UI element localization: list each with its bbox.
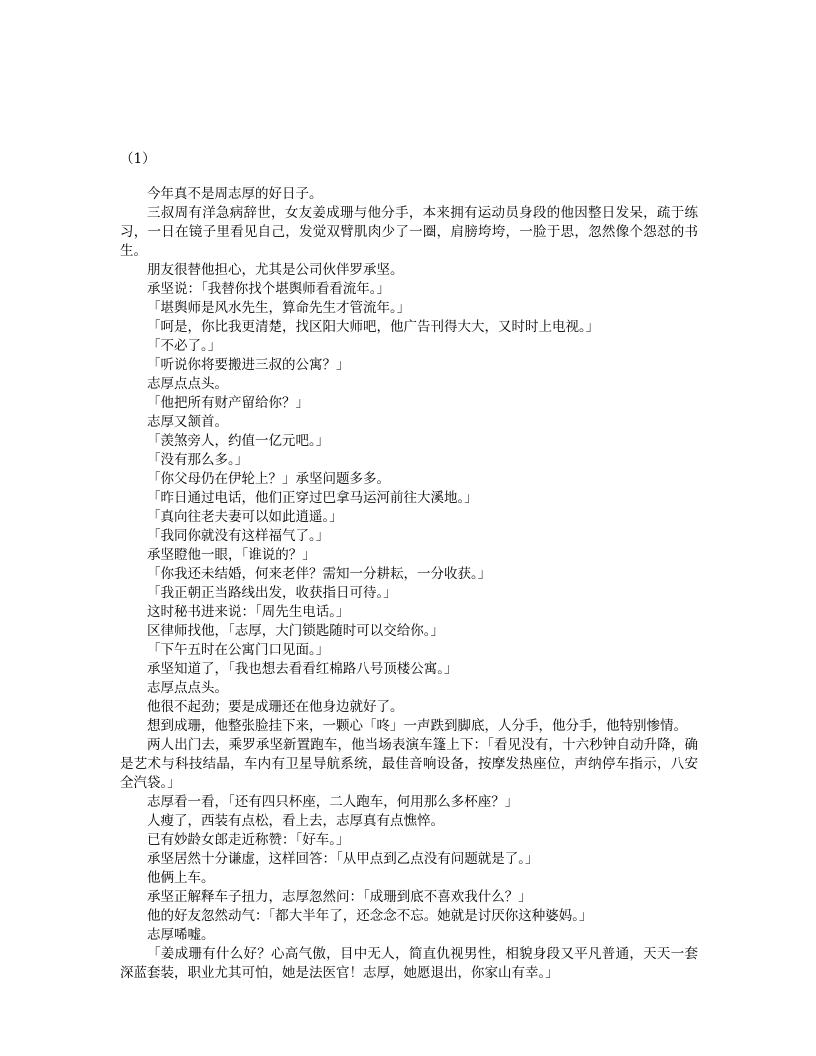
paragraph: 「没有那么多。」: [147, 452, 249, 468]
paragraph: 三叔周有洋急病辞世，女友姜成珊与他分手，本来拥有运动员身段的他因整日发呆，疏于练习，一日在镜子里看见自己，发觉双臂肌肉少了一圈，肩膀垮垮，一脸于思，忽然像个怨怼的书生。: [120, 205, 698, 259]
paragraph: 承坚说：「我替你找个堪舆师看看流年。」: [147, 281, 390, 297]
paragraph: 「他把所有财产留给你？」: [147, 395, 309, 411]
paragraph: 志厚又颔首。: [147, 414, 228, 430]
paragraph: 「羡煞旁人，约值一亿元吧。」: [147, 433, 330, 449]
paragraph: 承坚知道了，「我也想去看看红棉路八号顶楼公寓。」: [147, 661, 458, 677]
paragraph: 已有妙龄女郎走近称赞：「好车。」: [147, 832, 350, 848]
paragraph: 两人出门去，乘罗承坚新置跑车，他当场表演车篷上下：「看见没有，十六秒钟自动升降，确是艺术与科技结晶，车内有卫星导航系统，最佳音响设备，按摩发热座位，声纳停车指示，八安全汽袋。」: [120, 737, 698, 791]
paragraph: 想到成珊，他整张脸挂下来，一颗心「咚」一声跌到脚底，人分手，他分手，他特别惨情。: [147, 718, 687, 734]
paragraph: 他的好友忽然动气：「都大半年了，还念念不忘。她就是讨厌你这种婆妈。」: [147, 908, 593, 924]
paragraph: 「不必了。」: [147, 338, 222, 354]
paragraph: 承坚瞪他一眼，「谁说的？」: [147, 547, 316, 563]
paragraph: 人瘦了，西装有点松，看上去，志厚真有点憔悴。: [147, 813, 444, 829]
paragraph: 「姜成珊有什么好？心高气傲，目中无人，简直仇视男性，相貌身段又平凡普通，天天一套深蓝套装，职业尤其可怕，她是法医官！志厚，她愿退出，你家山有幸。」: [120, 946, 698, 981]
paragraph: 「我同你就没有这样福气了。」: [147, 528, 330, 544]
paragraph: 承坚居然十分谦虚，这样回答：「从甲点到乙点没有问题就是了。」: [147, 851, 539, 867]
paragraph: 「堪舆师是风水先生，算命先生才管流年。」: [147, 300, 411, 316]
paragraph: 志厚看一看，「还有四只杯座，二人跑车，何用那么多杯座？」: [147, 794, 519, 810]
paragraph: 承坚正解释车子扭力，志厚忽然问：「成珊到底不喜欢我什么？」: [147, 889, 532, 905]
paragraph: 「真向往老夫妻可以如此逍遥。」: [147, 509, 343, 525]
paragraph: 「听说你将要搬进三叔的公寓？」: [147, 357, 350, 373]
paragraph: 「昨日通过电话，他们正穿过巴拿马运河前往大溪地。」: [147, 490, 478, 506]
paragraph: 「呵是，你比我更清楚，找区阳大师吧，他广告刊得大大，又时时上电视。」: [147, 319, 600, 335]
paragraph: 志厚点点头。: [147, 376, 228, 392]
paragraph: 志厚唏嘘。: [147, 927, 215, 943]
paragraph: 「你父母仍在伊轮上？」承坚问题多多。: [147, 471, 390, 487]
paragraph: 这时秘书进来说：「周先生电话。」: [147, 604, 350, 620]
paragraph: 「你我还未结婚，何来老伴？需知一分耕耘，一分收获。」: [147, 566, 492, 582]
story-body: [120, 185, 698, 983]
paragraph: 「我正朝正当路线出发，收获指日可待。」: [147, 585, 397, 601]
paragraph: 他俩上车。: [147, 870, 215, 886]
paragraph: 今年真不是周志厚的好日子。: [147, 186, 323, 202]
chapter-marker: （1）: [120, 151, 156, 167]
paragraph: 他很不起劲；要是成珊还在他身边就好了。: [147, 699, 404, 715]
paragraph: 「下午五时在公寓门口见面。」: [147, 642, 330, 658]
paragraph: 区律师找他，「志厚，大门锁匙随时可以交给你。」: [147, 623, 444, 639]
paragraph: 志厚点点头。: [147, 680, 228, 696]
paragraph: 朋友很替他担心，尤其是公司伙伴罗承坚。: [147, 262, 404, 278]
